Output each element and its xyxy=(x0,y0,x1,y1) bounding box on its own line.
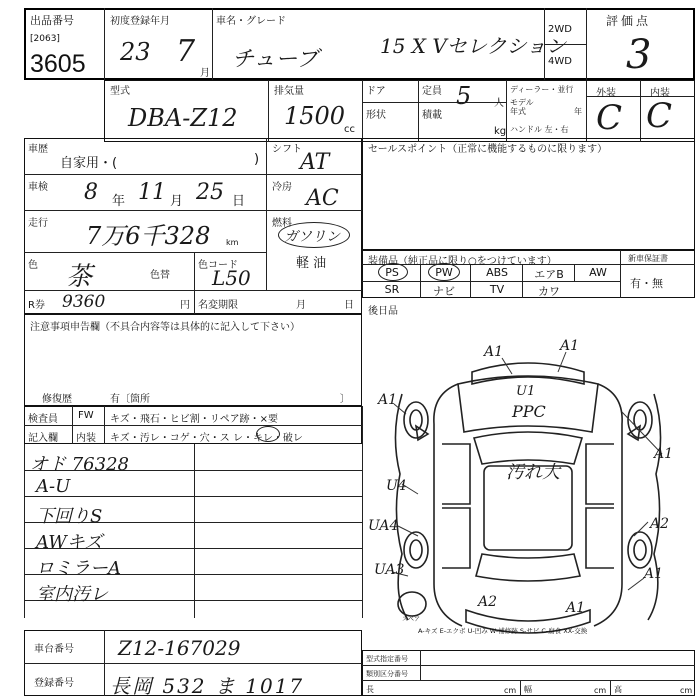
color-change-label: 色替 xyxy=(150,270,170,281)
first-reg-month: 7 xyxy=(176,34,196,69)
note-underbody: 下回りS xyxy=(36,506,103,527)
note-odometer: オド 76328 xyxy=(30,454,129,475)
divider xyxy=(268,80,269,142)
first-reg-label: 初度登録年月 xyxy=(110,16,170,27)
history-label: 車歴 xyxy=(28,144,48,155)
mark-rear-bumper: A2 xyxy=(478,594,498,610)
note-au: A-U xyxy=(36,476,71,497)
registration-label: 登録番号 xyxy=(34,678,74,689)
fw-items: キズ・飛石・ヒビ割・リペア跡・×要 xyxy=(110,414,278,425)
grade: 15 X Vセレクション xyxy=(380,34,567,58)
repair-value: 有〔箇所 xyxy=(110,394,150,405)
mark-front-bumper: A1 xyxy=(484,344,504,360)
capacity-value: 5 xyxy=(456,82,472,110)
drive-4wd: 4WD xyxy=(548,56,572,67)
divider xyxy=(194,290,195,314)
notes-label: 注意事項申告欄（不具合内容等は具体的に記入して下さい） xyxy=(30,322,300,333)
divider xyxy=(72,406,73,444)
model-year-label: モデル年式 xyxy=(510,98,534,116)
spec-label1: 型式指定番号 xyxy=(366,655,408,663)
spec-unit2: cm xyxy=(594,686,607,695)
chassis-value: Z12-167029 xyxy=(118,636,241,660)
title-expiry-unit: 月 xyxy=(296,300,306,311)
equip-leather: カワ xyxy=(538,285,560,298)
capacity-unit: 人 xyxy=(494,98,504,109)
divider xyxy=(418,80,419,142)
registration-value: 長岡 532 ま 1017 xyxy=(110,674,305,698)
repair-label: 修復歴 xyxy=(42,394,72,405)
mark-right-rear-door: A2 xyxy=(650,516,670,532)
ac-label: 冷房 xyxy=(272,182,292,193)
equip-abs: ABS xyxy=(486,266,508,279)
color-code-value: L50 xyxy=(212,266,251,290)
spec-label5: 高 xyxy=(614,685,622,694)
lot-number: 3605 xyxy=(30,50,86,78)
fuel-alt: 軽 油 xyxy=(296,256,327,271)
divider xyxy=(24,425,362,426)
mileage-unit: km xyxy=(226,238,239,247)
new-car-value: 有・無 xyxy=(630,277,663,290)
mark-windshield: PPC xyxy=(512,402,546,421)
month-unit: 月 xyxy=(200,68,210,79)
repair-close: 〕 xyxy=(340,394,350,405)
mark-front-left-fender: A1 xyxy=(378,392,398,408)
inspection-month: 11 xyxy=(138,180,166,205)
interior-check-label: 内装 xyxy=(76,433,96,444)
mark-right-rear-fender: A1 xyxy=(644,566,664,582)
chassis-label: 車台番号 xyxy=(34,644,74,655)
spare-label: スペア xyxy=(402,616,421,623)
equip-ps-circle xyxy=(378,263,408,281)
history-close: ) xyxy=(254,152,260,167)
type-label: 型式 xyxy=(110,86,130,97)
handle-label: ハンドル 左・右 xyxy=(510,125,569,134)
spec-unit1: cm xyxy=(504,686,517,695)
divider xyxy=(362,102,506,103)
spec-unit3: cm xyxy=(680,686,693,695)
history-value: 自家用・( xyxy=(60,156,118,171)
score: 3 xyxy=(626,32,652,78)
mark-left-rear: UA3 xyxy=(374,562,405,578)
recycle-value: 9360 xyxy=(62,292,106,312)
diagram-legend: A-キズ E-エクボ U-凹み W-補修跡 S-サビ C-腐食 XX-交換 xyxy=(418,627,588,635)
interior-items: キズ・汚レ・コゲ・穴・ス レ・キレ・破レ xyxy=(110,433,303,444)
fuel-label: 燃料 xyxy=(272,218,292,229)
color-code-label: 色コード xyxy=(198,260,238,271)
inspection-month-unit: 月 xyxy=(170,194,184,209)
equipment-label: 装備品（純正品に限り○をつけています） xyxy=(368,256,557,267)
exterior-label: 外装 xyxy=(596,88,616,99)
recycle-label: R券 xyxy=(28,300,45,311)
spec-label3: 長 xyxy=(366,685,374,694)
lot-label: 出品番号 xyxy=(30,14,74,27)
equip-aw: AW xyxy=(589,266,607,279)
ac-value: AC xyxy=(306,186,339,211)
displacement-value: 1500 xyxy=(284,102,346,130)
lot-sub: [2063] xyxy=(30,34,60,44)
divider xyxy=(420,650,421,680)
equip-tv: TV xyxy=(489,283,505,296)
dealer-label: ディーラー・並行 xyxy=(510,85,574,94)
title-expiry-label: 名変期限 xyxy=(198,300,238,311)
divider xyxy=(362,665,695,666)
divider xyxy=(194,252,195,290)
displacement-unit: cc xyxy=(344,124,355,135)
load-label: 積載 xyxy=(422,110,442,121)
note-interior-dirt: 室内汚レ xyxy=(36,584,108,605)
mileage-label: 走行 xyxy=(28,218,48,229)
recycle-unit: 円 xyxy=(180,300,190,311)
rear-seat-label: 後日品 xyxy=(368,306,398,317)
color-label: 色 xyxy=(28,260,38,271)
fw-label: FW xyxy=(78,410,94,421)
equip-navi: ナビ xyxy=(433,285,455,298)
divider xyxy=(24,496,362,497)
note-mirror: ロミラーA xyxy=(36,558,121,579)
divider xyxy=(522,264,523,298)
mark-rear-right: A1 xyxy=(566,600,586,616)
door-label: ドア xyxy=(366,86,386,97)
inspection-day: 25 xyxy=(196,180,224,205)
stain-circle xyxy=(256,426,280,442)
divider xyxy=(574,264,575,281)
type-value: DBA-Z12 xyxy=(128,104,238,132)
divider xyxy=(362,80,363,142)
note-aw-scratch: AWキズ xyxy=(36,532,103,553)
displacement-label: 排気量 xyxy=(274,86,304,97)
fuel-value: ガソリン xyxy=(284,229,340,245)
equip-ps: PS xyxy=(385,266,399,279)
inspection-year: 8 xyxy=(84,180,98,205)
inspection-year-unit: 年 xyxy=(112,194,126,209)
inspector-label: 検査員 xyxy=(28,414,58,425)
divider xyxy=(104,630,105,696)
divider xyxy=(24,444,25,618)
mark-left-door-rear: UA4 xyxy=(368,518,399,534)
mark-hood: U1 xyxy=(516,384,536,399)
title-expiry-day-unit: 日 xyxy=(344,300,354,311)
divider xyxy=(266,138,267,290)
new-car-label: 新車保証書 xyxy=(628,254,668,263)
inspection-day-unit: 日 xyxy=(232,194,246,209)
divider xyxy=(194,444,195,618)
divider xyxy=(506,80,507,142)
fuel-circle xyxy=(278,222,350,248)
divider xyxy=(362,281,620,282)
divider xyxy=(24,663,362,664)
divider xyxy=(24,252,266,253)
score-label: 評価点 xyxy=(606,14,652,28)
load-unit: kg xyxy=(494,126,507,137)
divider xyxy=(640,80,641,142)
drive-2wd: 2WD xyxy=(548,24,572,35)
divider xyxy=(212,8,213,80)
shift-label: シフト xyxy=(272,144,302,155)
equip-pw-circle xyxy=(428,263,460,281)
mark-right-front: A1 xyxy=(654,446,674,462)
mark-roof: 汚れ大 xyxy=(506,462,560,483)
interior-grade: C xyxy=(646,96,673,136)
mark-left-door-front: U4 xyxy=(386,478,407,494)
model-name: チューブ xyxy=(232,47,319,72)
entry-label: 記入欄 xyxy=(28,433,58,444)
divider xyxy=(362,680,695,681)
exterior-grade: C xyxy=(596,98,623,138)
year-unit: 年 xyxy=(574,107,582,116)
divider xyxy=(610,680,611,696)
sales-points-label: セールスポイント（正常に機能するものに限ります） xyxy=(368,144,608,155)
divider xyxy=(470,264,471,298)
equip-sr: SR xyxy=(384,283,400,296)
equip-pw: PW xyxy=(435,266,453,279)
color-value: 茶 xyxy=(66,262,93,292)
equip-airbag: エアB xyxy=(534,268,564,281)
divider xyxy=(520,680,521,696)
first-reg-year: 23 xyxy=(120,38,151,66)
divider xyxy=(104,8,105,80)
mileage-value: 7万6千328 xyxy=(86,222,211,250)
shift-value: AT xyxy=(300,150,330,175)
inspection-label: 車検 xyxy=(28,182,48,193)
capacity-label: 定員 xyxy=(422,86,442,97)
interior-label: 内装 xyxy=(650,88,670,99)
divider xyxy=(620,250,621,298)
spec-label2: 類別区分番号 xyxy=(366,670,408,678)
shape-label: 形状 xyxy=(366,110,386,121)
divider xyxy=(420,264,421,298)
spec-label4: 幅 xyxy=(524,685,532,694)
mark-front-bumper-right: A1 xyxy=(560,338,580,354)
model-name-label: 車名・グレード xyxy=(216,16,286,27)
divider xyxy=(104,406,105,444)
